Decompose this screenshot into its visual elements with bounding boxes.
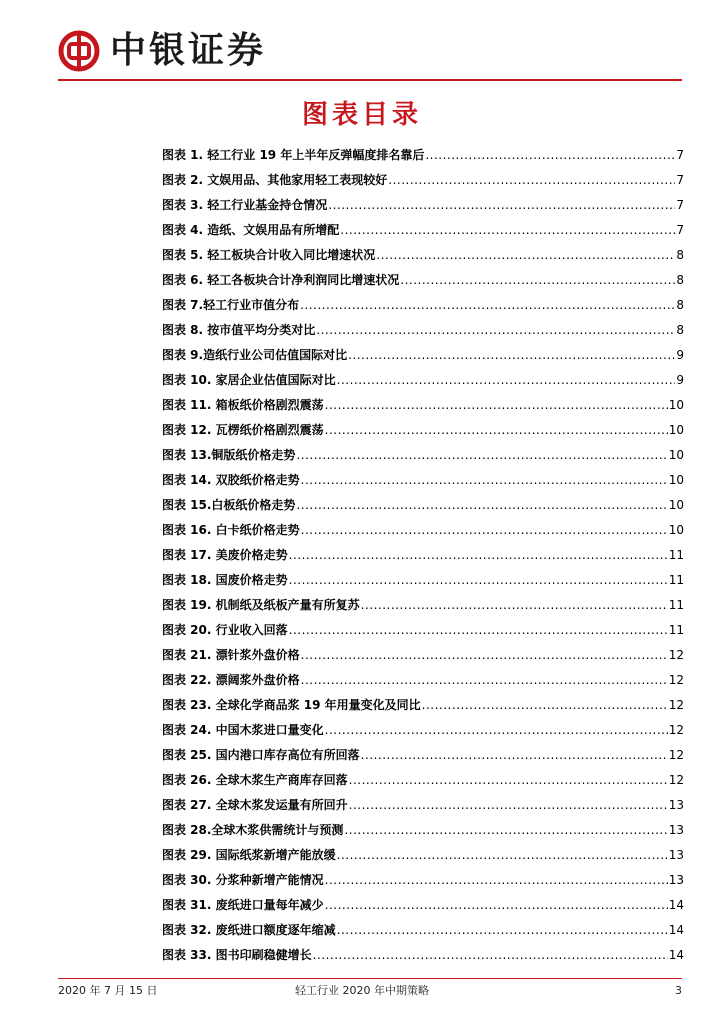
- toc-entry-label: 图表 27. 全球木浆发运量有所回升: [162, 798, 348, 812]
- toc-entry-label: 图表 23. 全球化学商品浆 19 年用量变化及同比: [162, 698, 421, 712]
- toc-entry[interactable]: [162, 596, 684, 621]
- toc-entry-label: 图表 15.白板纸价格走势: [162, 498, 296, 512]
- toc-entry-page: 11: [668, 573, 684, 587]
- toc-leader-dots: [325, 421, 668, 439]
- toc-entry[interactable]: [162, 621, 684, 646]
- toc-entry-page: 9: [676, 348, 684, 362]
- bank-of-china-logo-icon: [58, 30, 100, 72]
- toc-leader-dots: [325, 396, 668, 414]
- toc-leader-dots: [301, 471, 668, 489]
- toc-entry-label: 图表 22. 漂阔浆外盘价格: [162, 673, 300, 687]
- toc-entry-page: 7: [676, 148, 684, 162]
- toc-entry-page: 12: [668, 723, 684, 737]
- toc-entry-label: 图表 2. 文娱用品、其他家用轻工表现较好: [162, 173, 388, 187]
- toc-entry-label: 图表 21. 漂针浆外盘价格: [162, 648, 300, 662]
- toc-entry-page: 13: [668, 823, 684, 837]
- toc-entry[interactable]: [162, 771, 684, 796]
- toc-entry-label: 图表 5. 轻工板块合计收入同比增速状况: [162, 248, 376, 262]
- toc-entry[interactable]: [162, 346, 684, 371]
- toc-entry-label: 图表 17. 美废价格走势: [162, 548, 288, 562]
- toc-entry[interactable]: [162, 221, 684, 246]
- toc-leader-dots: [316, 321, 675, 339]
- toc-entry-label: 图表 16. 白卡纸价格走势: [162, 523, 300, 537]
- toc-entry-page: 8: [676, 248, 684, 262]
- toc-entry[interactable]: [162, 246, 684, 271]
- toc-entry[interactable]: [162, 196, 684, 221]
- toc-entry-page: 8: [676, 323, 684, 337]
- toc-entry-label: 图表 6. 轻工各板块合计净利润同比增速状况: [162, 273, 400, 287]
- toc-entry[interactable]: [162, 796, 684, 821]
- toc-entry-label: 图表 19. 机制纸及纸板产量有所复苏: [162, 598, 360, 612]
- toc-entry-label: 图表 29. 国际纸浆新增产能放缓: [162, 848, 336, 862]
- toc-entry-label: 图表 7.轻工行业市值分布: [162, 298, 300, 312]
- toc-leader-dots: [344, 821, 667, 839]
- toc-entry-label: 图表 10. 家居企业估值国际对比: [162, 373, 336, 387]
- toc-leader-dots: [289, 621, 668, 639]
- toc-leader-dots: [313, 946, 668, 964]
- toc-entry-page: 13: [668, 848, 684, 862]
- toc-leader-dots: [422, 696, 668, 714]
- toc-leader-dots: [328, 196, 675, 214]
- toc-entry-label: 图表 9.造纸行业公司估值国际对比: [162, 348, 348, 362]
- toc-leader-dots: [376, 246, 675, 264]
- toc-leader-dots: [361, 596, 668, 614]
- toc-entry[interactable]: [162, 746, 684, 771]
- footer-doc-title: 轻工行业 2020 年中期策略: [295, 984, 429, 997]
- toc-leader-dots: [340, 221, 675, 239]
- toc-entry-page: 12: [668, 773, 684, 787]
- toc-entry-page: 10: [668, 473, 684, 487]
- toc-entry[interactable]: [162, 271, 684, 296]
- toc-entry[interactable]: [162, 496, 684, 521]
- toc-entry[interactable]: [162, 571, 684, 596]
- toc-entry[interactable]: [162, 421, 684, 446]
- toc-entry[interactable]: [162, 946, 684, 971]
- toc-entry-label: 图表 11. 箱板纸价格剧烈震荡: [162, 398, 324, 412]
- toc-leader-dots: [296, 446, 667, 464]
- toc-entry[interactable]: [162, 921, 684, 946]
- toc-entry-page: 13: [668, 798, 684, 812]
- toc-leader-dots: [289, 571, 668, 589]
- toc-entry-page: 7: [676, 223, 684, 237]
- toc-leader-dots: [349, 771, 668, 789]
- toc-leader-dots: [301, 671, 668, 689]
- toc-entry-label: 图表 13.铜版纸价格走势: [162, 448, 296, 462]
- toc-entry-label: 图表 12. 瓦楞纸价格剧烈震荡: [162, 423, 324, 437]
- toc-entry-page: 13: [668, 873, 684, 887]
- toc-entry-page: 8: [676, 273, 684, 287]
- toc-entry-label: 图表 33. 图书印刷稳健增长: [162, 948, 312, 962]
- page-header: [58, 24, 678, 74]
- toc-leader-dots: [300, 296, 675, 314]
- toc-entry[interactable]: [162, 296, 684, 321]
- toc-entry-page: 10: [668, 448, 684, 462]
- brand-name: 中银证券: [110, 29, 267, 71]
- toc-entry[interactable]: [162, 871, 684, 896]
- toc-entry-label: 图表 18. 国废价格走势: [162, 573, 288, 587]
- toc-entry-label: 图表 8. 按市值平均分类对比: [162, 323, 316, 337]
- toc-entry-page: 7: [676, 173, 684, 187]
- footer-page-number: 3: [675, 984, 682, 997]
- toc-leader-dots: [289, 546, 668, 564]
- toc-leader-dots: [301, 521, 668, 539]
- toc-leader-dots: [325, 896, 668, 914]
- toc-leader-dots: [349, 796, 668, 814]
- toc-leader-dots: [325, 871, 668, 889]
- toc-entry-page: 12: [668, 748, 684, 762]
- toc-entry[interactable]: [162, 896, 684, 921]
- toc-entry[interactable]: [162, 546, 684, 571]
- toc-leader-dots: [325, 721, 668, 739]
- toc-entry[interactable]: [162, 721, 684, 746]
- toc-entry-label: 图表 24. 中国木浆进口量变化: [162, 723, 324, 737]
- toc-leader-dots: [425, 146, 675, 164]
- footer-date: 2020 年 7 月 15 日: [58, 984, 158, 997]
- toc-leader-dots: [301, 646, 668, 664]
- toc-entry-page: 10: [668, 523, 684, 537]
- toc-entry[interactable]: [162, 696, 684, 721]
- toc-entry-label: 图表 32. 废纸进口额度逐年缩减: [162, 923, 336, 937]
- toc-entry[interactable]: [162, 171, 684, 196]
- toc-entry-label: 图表 25. 国内港口库存高位有所回落: [162, 748, 360, 762]
- toc-entry[interactable]: [162, 846, 684, 871]
- table-of-figures: [162, 146, 684, 971]
- toc-entry-page: 14: [668, 923, 684, 937]
- toc-leader-dots: [348, 346, 675, 364]
- toc-entry-page: 11: [668, 598, 684, 612]
- toc-entry-page: 8: [676, 298, 684, 312]
- toc-entry[interactable]: [162, 396, 684, 421]
- toc-entry[interactable]: [162, 446, 684, 471]
- toc-leader-dots: [388, 171, 675, 189]
- toc-entry[interactable]: [162, 671, 684, 696]
- toc-entry-label: 图表 31. 废纸进口量每年减少: [162, 898, 324, 912]
- toc-entry-page: 11: [668, 548, 684, 562]
- toc-entry-label: 图表 26. 全球木浆生产商库存回落: [162, 773, 348, 787]
- toc-entry-label: 图表 14. 双胶纸价格走势: [162, 473, 300, 487]
- toc-entry-label: 图表 28.全球木浆供需统计与预测: [162, 823, 344, 837]
- toc-entry-page: 10: [668, 398, 684, 412]
- toc-leader-dots: [361, 746, 668, 764]
- toc-entry-page: 10: [668, 498, 684, 512]
- toc-entry[interactable]: [162, 646, 684, 671]
- toc-entry[interactable]: [162, 821, 684, 846]
- toc-entry-page: 12: [668, 648, 684, 662]
- footer-rule: [58, 978, 682, 979]
- toc-entry-page: 12: [668, 673, 684, 687]
- toc-entry-page: 11: [668, 623, 684, 637]
- toc-leader-dots: [337, 371, 676, 389]
- toc-entry[interactable]: [162, 146, 684, 171]
- header-rule: [58, 79, 682, 81]
- toc-entry-page: 7: [676, 198, 684, 212]
- toc-entry-label: 图表 30. 分浆种新增产能情况: [162, 873, 324, 887]
- toc-entry-label: 图表 20. 行业收入回落: [162, 623, 288, 637]
- toc-entry[interactable]: [162, 471, 684, 496]
- toc-leader-dots: [296, 496, 667, 514]
- toc-entry-label: 图表 4. 造纸、文娱用品有所增配: [162, 223, 340, 237]
- toc-entry-label: 图表 1. 轻工行业 19 年上半年反弹幅度排名靠后: [162, 148, 425, 162]
- toc-entry-page: 14: [668, 948, 684, 962]
- toc-entry-page: 9: [676, 373, 684, 387]
- toc-entry[interactable]: [162, 321, 684, 346]
- toc-entry[interactable]: [162, 521, 684, 546]
- toc-entry-label: 图表 3. 轻工行业基金持仓情况: [162, 198, 328, 212]
- toc-entry[interactable]: [162, 371, 684, 396]
- toc-leader-dots: [337, 846, 668, 864]
- page-title: 图表目录: [301, 100, 422, 130]
- toc-leader-dots: [337, 921, 668, 939]
- toc-entry-page: 12: [668, 698, 684, 712]
- toc-leader-dots: [400, 271, 675, 289]
- toc-entry-page: 10: [668, 423, 684, 437]
- toc-entry-page: 14: [668, 898, 684, 912]
